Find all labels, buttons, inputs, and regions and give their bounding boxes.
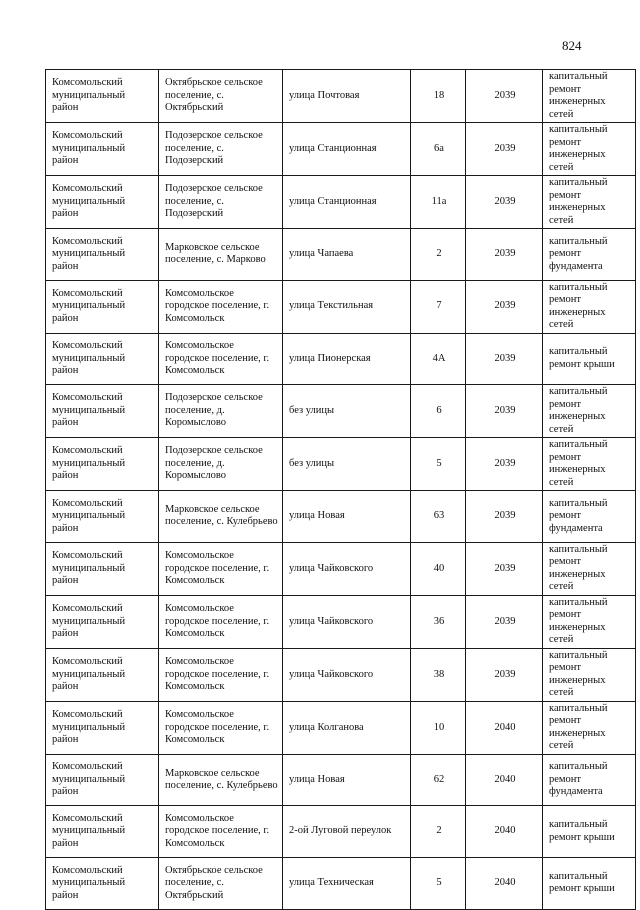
table-row — [46, 333, 636, 385]
work-type-cell: капитальный ремонт инженерных сетей — [543, 701, 636, 754]
street-cell: улица Чайковского — [283, 648, 411, 701]
year-cell: 2039 — [466, 438, 543, 491]
table-row — [46, 648, 636, 701]
district-cell: Комсомольский муниципальный район — [46, 648, 159, 701]
work-type-cell: капитальный ремонт инженерных сетей — [543, 542, 636, 595]
work-type-cell: капитальный ремонт инженерных сетей — [543, 280, 636, 333]
settlement-cell: Октябрьское сельское поселение, с. Октябрьский — [159, 857, 283, 909]
district-cell: Комсомольский муниципальный район — [46, 385, 159, 438]
house-number-cell: 40 — [411, 542, 466, 595]
street-cell: улица Новая — [283, 754, 411, 806]
table-row — [46, 595, 636, 648]
street-cell: улица Чайковского — [283, 542, 411, 595]
work-type-cell: капитальный ремонт фундамента — [543, 754, 636, 806]
street-cell: улица Станционная — [283, 176, 411, 229]
house-number-cell: 36 — [411, 595, 466, 648]
year-cell: 2039 — [466, 542, 543, 595]
work-type-cell: капитальный ремонт инженерных сетей — [543, 385, 636, 438]
table-row — [46, 542, 636, 595]
year-cell: 2039 — [466, 229, 543, 281]
work-type-cell: капитальный ремонт инженерных сетей — [543, 176, 636, 229]
year-cell: 2039 — [466, 280, 543, 333]
street-cell: улица Станционная — [283, 123, 411, 176]
table-row — [46, 280, 636, 333]
table-row — [46, 754, 636, 806]
street-cell: без улицы — [283, 438, 411, 491]
house-number-cell: 5 — [411, 438, 466, 491]
settlement-cell: Комсомольское городское поселение, г. Комсомольск — [159, 595, 283, 648]
table-row — [46, 176, 636, 229]
house-number-cell: 18 — [411, 70, 466, 123]
table-row — [46, 491, 636, 543]
year-cell: 2039 — [466, 333, 543, 385]
house-number-cell: 2 — [411, 229, 466, 281]
district-cell: Комсомольский муниципальный район — [46, 123, 159, 176]
district-cell: Комсомольский муниципальный район — [46, 595, 159, 648]
settlement-cell: Подозерское сельское поселение, с. Подозерский — [159, 176, 283, 229]
year-cell: 2039 — [466, 648, 543, 701]
settlement-cell: Марковское сельское поселение, с. Кулебрьево — [159, 491, 283, 543]
work-type-cell: капитальный ремонт крыши — [543, 857, 636, 909]
table-row — [46, 70, 636, 123]
district-cell: Комсомольский муниципальный район — [46, 701, 159, 754]
settlement-cell: Комсомольское городское поселение, г. Комсомольск — [159, 806, 283, 858]
settlement-cell: Подозерское сельское поселение, д. Коромыслово — [159, 385, 283, 438]
table-row — [46, 385, 636, 438]
house-number-cell: 7 — [411, 280, 466, 333]
repair-schedule-table — [45, 69, 636, 910]
street-cell: улица Новая — [283, 491, 411, 543]
settlement-cell: Октябрьское сельское поселение, с. Октябрьский — [159, 70, 283, 123]
work-type-cell: капитальный ремонт фундамента — [543, 491, 636, 543]
street-cell: улица Почтовая — [283, 70, 411, 123]
settlement-cell: Комсомольское городское поселение, г. Комсомольск — [159, 648, 283, 701]
street-cell: без улицы — [283, 385, 411, 438]
street-cell: улица Колганова — [283, 701, 411, 754]
settlement-cell: Комсомольское городское поселение, г. Комсомольск — [159, 701, 283, 754]
house-number-cell: 6а — [411, 123, 466, 176]
district-cell: Комсомольский муниципальный район — [46, 806, 159, 858]
house-number-cell: 63 — [411, 491, 466, 543]
house-number-cell: 10 — [411, 701, 466, 754]
street-cell: улица Техническая — [283, 857, 411, 909]
settlement-cell: Марковское сельское поселение, с. Кулебрьево — [159, 754, 283, 806]
district-cell: Комсомольский муниципальный район — [46, 491, 159, 543]
house-number-cell: 2 — [411, 806, 466, 858]
district-cell: Комсомольский муниципальный район — [46, 280, 159, 333]
work-type-cell: капитальный ремонт крыши — [543, 333, 636, 385]
year-cell: 2040 — [466, 754, 543, 806]
settlement-cell: Комсомольское городское поселение, г. Комсомольск — [159, 333, 283, 385]
year-cell: 2039 — [466, 176, 543, 229]
street-cell: улица Чапаева — [283, 229, 411, 281]
settlement-cell: Комсомольское городское поселение, г. Комсомольск — [159, 542, 283, 595]
work-type-cell: капитальный ремонт инженерных сетей — [543, 70, 636, 123]
year-cell: 2039 — [466, 491, 543, 543]
street-cell: улица Текстильная — [283, 280, 411, 333]
work-type-cell: капитальный ремонт инженерных сетей — [543, 438, 636, 491]
district-cell: Комсомольский муниципальный район — [46, 857, 159, 909]
work-type-cell: капитальный ремонт фундамента — [543, 229, 636, 281]
district-cell: Комсомольский муниципальный район — [46, 176, 159, 229]
district-cell: Комсомольский муниципальный район — [46, 229, 159, 281]
year-cell: 2040 — [466, 806, 543, 858]
year-cell: 2039 — [466, 595, 543, 648]
work-type-cell: капитальный ремонт инженерных сетей — [543, 123, 636, 176]
street-cell: улица Чайковского — [283, 595, 411, 648]
settlement-cell: Подозерское сельское поселение, с. Подозерский — [159, 123, 283, 176]
table-row — [46, 123, 636, 176]
district-cell: Комсомольский муниципальный район — [46, 70, 159, 123]
house-number-cell: 11а — [411, 176, 466, 229]
district-cell: Комсомольский муниципальный район — [46, 438, 159, 491]
settlement-cell: Марковское сельское поселение, с. Марково — [159, 229, 283, 281]
house-number-cell: 4А — [411, 333, 466, 385]
house-number-cell: 5 — [411, 857, 466, 909]
district-cell: Комсомольский муниципальный район — [46, 333, 159, 385]
table-row — [46, 806, 636, 858]
year-cell: 2039 — [466, 385, 543, 438]
district-cell: Комсомольский муниципальный район — [46, 754, 159, 806]
table-row — [46, 438, 636, 491]
year-cell: 2039 — [466, 123, 543, 176]
work-type-cell: капитальный ремонт инженерных сетей — [543, 595, 636, 648]
year-cell: 2040 — [466, 857, 543, 909]
table-body — [46, 70, 636, 910]
table-row — [46, 229, 636, 281]
work-type-cell: капитальный ремонт крыши — [543, 806, 636, 858]
table-row — [46, 701, 636, 754]
year-cell: 2039 — [466, 70, 543, 123]
work-type-cell: капитальный ремонт инженерных сетей — [543, 648, 636, 701]
house-number-cell: 6 — [411, 385, 466, 438]
street-cell: 2-ой Луговой переулок — [283, 806, 411, 858]
house-number-cell: 38 — [411, 648, 466, 701]
table-row — [46, 857, 636, 909]
year-cell: 2040 — [466, 701, 543, 754]
house-number-cell: 62 — [411, 754, 466, 806]
page-number: 824 — [562, 38, 582, 53]
street-cell: улица Пионерская — [283, 333, 411, 385]
settlement-cell: Подозерское сельское поселение, д. Коромыслово — [159, 438, 283, 491]
district-cell: Комсомольский муниципальный район — [46, 542, 159, 595]
settlement-cell: Комсомольское городское поселение, г. Комсомольск — [159, 280, 283, 333]
